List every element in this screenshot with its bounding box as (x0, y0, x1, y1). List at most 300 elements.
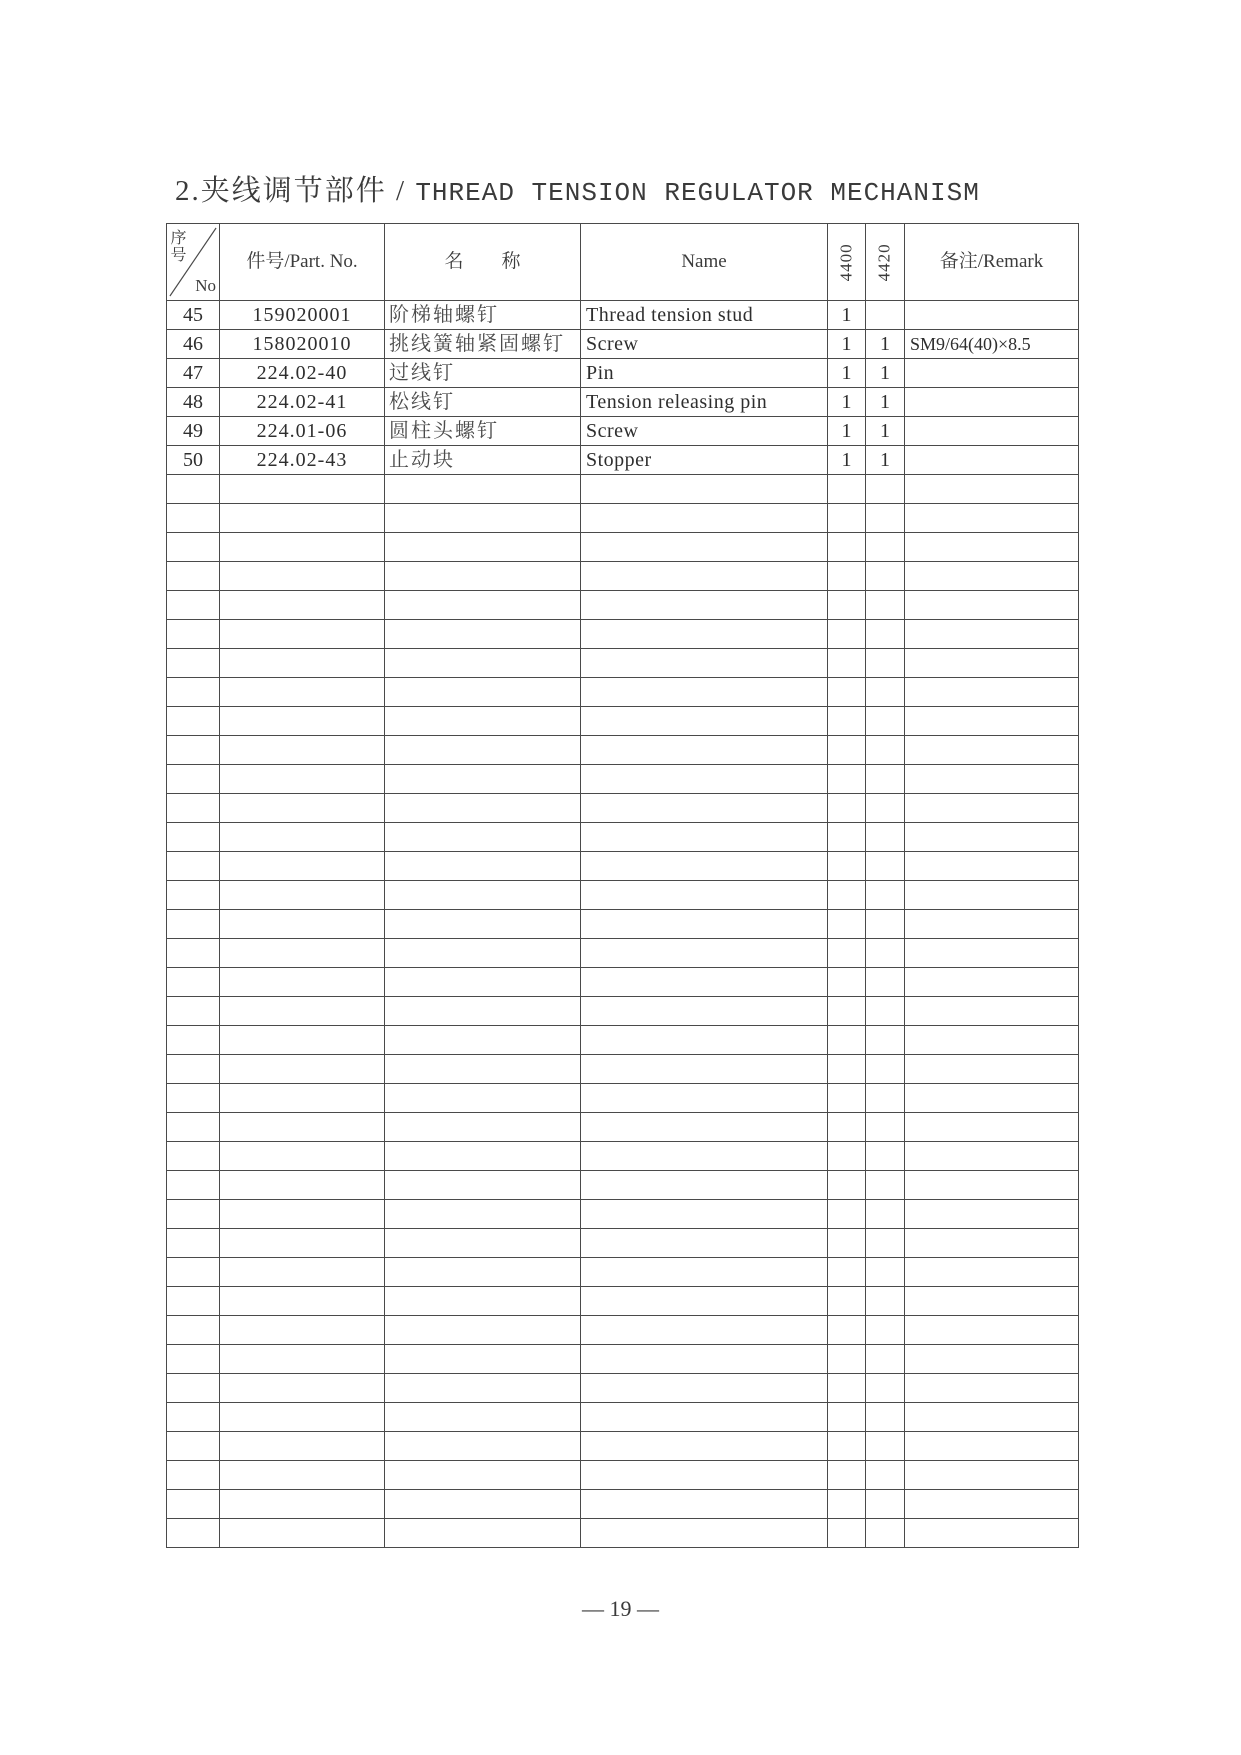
empty-cell (828, 649, 866, 678)
cell-part-no: 224.02-43 (220, 446, 385, 475)
table-row-empty (167, 1461, 1079, 1490)
empty-cell (220, 1374, 385, 1403)
empty-cell (220, 1287, 385, 1316)
empty-cell (385, 852, 581, 881)
empty-cell (905, 1519, 1079, 1548)
header-qty-4420-label: 4420 (874, 242, 894, 281)
empty-cell (167, 881, 220, 910)
empty-cell (167, 707, 220, 736)
cell-remark (905, 446, 1079, 475)
cell-part-no: 224.01-06 (220, 417, 385, 446)
empty-cell (828, 765, 866, 794)
table-row-empty (167, 1084, 1079, 1113)
table-row (167, 301, 1079, 330)
empty-cell (866, 533, 905, 562)
empty-cell (167, 1490, 220, 1519)
empty-cell (581, 1403, 828, 1432)
empty-cell (905, 910, 1079, 939)
empty-cell (905, 562, 1079, 591)
empty-cell (828, 475, 866, 504)
empty-cell (866, 707, 905, 736)
cell-cn-name: 松线钉 (385, 388, 581, 417)
cell-cn-name: 阶梯轴螺钉 (385, 301, 581, 330)
empty-cell (385, 504, 581, 533)
empty-cell (385, 1374, 581, 1403)
empty-cell (385, 765, 581, 794)
empty-cell (866, 765, 905, 794)
table-row-empty (167, 1432, 1079, 1461)
empty-cell (866, 1403, 905, 1432)
empty-cell (828, 1258, 866, 1287)
empty-cell (220, 707, 385, 736)
empty-cell (220, 1229, 385, 1258)
empty-cell (866, 1316, 905, 1345)
empty-cell (220, 1055, 385, 1084)
header-remark: 备注/Remark (905, 224, 1079, 301)
empty-cell (220, 1026, 385, 1055)
empty-cell (866, 678, 905, 707)
empty-cell (905, 678, 1079, 707)
empty-cell (866, 1287, 905, 1316)
empty-cell (581, 910, 828, 939)
empty-cell (866, 997, 905, 1026)
empty-cell (581, 1432, 828, 1461)
empty-cell (905, 1084, 1079, 1113)
empty-cell (220, 1461, 385, 1490)
empty-cell (905, 1113, 1079, 1142)
empty-cell (828, 910, 866, 939)
empty-cell (581, 1026, 828, 1055)
table-row-empty (167, 736, 1079, 765)
empty-cell (828, 1432, 866, 1461)
empty-cell (581, 1287, 828, 1316)
empty-cell (905, 1200, 1079, 1229)
empty-cell (167, 736, 220, 765)
empty-cell (385, 1200, 581, 1229)
empty-cell (167, 968, 220, 997)
empty-cell (828, 620, 866, 649)
empty-cell (220, 1403, 385, 1432)
empty-cell (220, 475, 385, 504)
cell-name: Thread tension stud (581, 301, 828, 330)
empty-cell (167, 1026, 220, 1055)
cell-qty-4400: 1 (828, 446, 866, 475)
cell-qty-4400: 1 (828, 330, 866, 359)
empty-cell (866, 1345, 905, 1374)
empty-cell (385, 997, 581, 1026)
empty-cell (385, 1258, 581, 1287)
empty-cell (828, 707, 866, 736)
empty-cell (905, 1374, 1079, 1403)
empty-cell (905, 649, 1079, 678)
cell-remark (905, 359, 1079, 388)
table-row (167, 330, 1079, 359)
empty-cell (905, 533, 1079, 562)
cell-qty-4420: 1 (866, 330, 905, 359)
empty-cell (220, 591, 385, 620)
header-qty-4420 (866, 224, 905, 301)
header-no (167, 224, 220, 301)
empty-cell (828, 504, 866, 533)
empty-cell (220, 997, 385, 1026)
empty-cell (905, 939, 1079, 968)
empty-cell (167, 997, 220, 1026)
empty-cell (167, 1403, 220, 1432)
empty-cell (167, 562, 220, 591)
empty-cell (167, 1432, 220, 1461)
empty-cell (385, 1113, 581, 1142)
table-row-empty (167, 765, 1079, 794)
empty-cell (167, 852, 220, 881)
empty-cell (905, 1403, 1079, 1432)
header-no-en: No (195, 276, 216, 296)
empty-cell (905, 997, 1079, 1026)
empty-cell (167, 910, 220, 939)
empty-cell (220, 736, 385, 765)
cell-part-no: 159020001 (220, 301, 385, 330)
cell-name: Pin (581, 359, 828, 388)
empty-cell (828, 823, 866, 852)
cell-no: 50 (167, 446, 220, 475)
table-row-empty (167, 852, 1079, 881)
empty-cell (220, 794, 385, 823)
table-row (167, 359, 1079, 388)
empty-cell (866, 823, 905, 852)
empty-cell (167, 1200, 220, 1229)
empty-cell (581, 1258, 828, 1287)
table-body (167, 301, 1079, 1548)
empty-cell (167, 1287, 220, 1316)
empty-cell (167, 591, 220, 620)
empty-cell (581, 1229, 828, 1258)
empty-cell (385, 1287, 581, 1316)
empty-cell (866, 1084, 905, 1113)
empty-cell (385, 1461, 581, 1490)
empty-cell (866, 910, 905, 939)
parts-table (166, 223, 1079, 1548)
empty-cell (167, 1519, 220, 1548)
cell-remark: SM9/64(40)×8.5 (905, 330, 1079, 359)
empty-cell (581, 794, 828, 823)
empty-cell (581, 881, 828, 910)
header-name: Name (581, 224, 828, 301)
empty-cell (385, 1432, 581, 1461)
table-row-empty (167, 707, 1079, 736)
empty-cell (905, 1026, 1079, 1055)
empty-cell (220, 852, 385, 881)
empty-cell (828, 1142, 866, 1171)
empty-cell (220, 1316, 385, 1345)
empty-cell (581, 533, 828, 562)
empty-cell (167, 1374, 220, 1403)
empty-cell (828, 736, 866, 765)
empty-cell (385, 1490, 581, 1519)
empty-cell (828, 1519, 866, 1548)
table-row-empty (167, 1055, 1079, 1084)
empty-cell (220, 562, 385, 591)
empty-cell (167, 1171, 220, 1200)
empty-cell (866, 1200, 905, 1229)
header-cn-name: 名 称 (385, 224, 581, 301)
cell-qty-4420: 1 (866, 388, 905, 417)
empty-cell (385, 823, 581, 852)
table-row-empty (167, 678, 1079, 707)
empty-cell (220, 533, 385, 562)
empty-cell (866, 881, 905, 910)
cell-name: Screw (581, 330, 828, 359)
cell-part-no: 224.02-40 (220, 359, 385, 388)
empty-cell (385, 475, 581, 504)
empty-cell (866, 1490, 905, 1519)
empty-cell (905, 1432, 1079, 1461)
empty-cell (385, 533, 581, 562)
empty-cell (866, 620, 905, 649)
empty-cell (581, 997, 828, 1026)
empty-cell (385, 1055, 581, 1084)
empty-cell (828, 881, 866, 910)
table-row-empty (167, 1519, 1079, 1548)
cell-part-no: 224.02-41 (220, 388, 385, 417)
empty-cell (905, 591, 1079, 620)
empty-cell (905, 1461, 1079, 1490)
empty-cell (866, 1171, 905, 1200)
table-row (167, 446, 1079, 475)
cell-name: Screw (581, 417, 828, 446)
empty-cell (167, 823, 220, 852)
empty-cell (828, 1287, 866, 1316)
empty-cell (385, 1084, 581, 1113)
empty-cell (220, 1490, 385, 1519)
empty-cell (385, 910, 581, 939)
empty-cell (828, 533, 866, 562)
cell-remark (905, 388, 1079, 417)
empty-cell (581, 1345, 828, 1374)
empty-cell (581, 823, 828, 852)
cell-name: Tension releasing pin (581, 388, 828, 417)
empty-cell (385, 1171, 581, 1200)
empty-cell (581, 1490, 828, 1519)
cell-remark (905, 417, 1079, 446)
table-row-empty (167, 1229, 1079, 1258)
empty-cell (220, 910, 385, 939)
cell-no: 47 (167, 359, 220, 388)
empty-cell (866, 968, 905, 997)
empty-cell (866, 736, 905, 765)
empty-cell (905, 1258, 1079, 1287)
table-row-empty (167, 1287, 1079, 1316)
empty-cell (828, 852, 866, 881)
empty-cell (866, 794, 905, 823)
table-row-empty (167, 1258, 1079, 1287)
empty-cell (866, 1432, 905, 1461)
empty-cell (866, 1519, 905, 1548)
empty-cell (167, 1345, 220, 1374)
empty-cell (385, 1142, 581, 1171)
cell-no: 49 (167, 417, 220, 446)
empty-cell (905, 1142, 1079, 1171)
empty-cell (866, 475, 905, 504)
table-row (167, 388, 1079, 417)
empty-cell (828, 591, 866, 620)
empty-cell (581, 620, 828, 649)
table-row-empty (167, 562, 1079, 591)
empty-cell (220, 1113, 385, 1142)
empty-cell (167, 1084, 220, 1113)
empty-cell (905, 707, 1079, 736)
title-en: THREAD TENSION REGULATOR MECHANISM (415, 178, 980, 208)
empty-cell (828, 678, 866, 707)
empty-cell (385, 1316, 581, 1345)
empty-cell (905, 1171, 1079, 1200)
empty-cell (220, 765, 385, 794)
empty-cell (828, 1026, 866, 1055)
cell-qty-4420: 1 (866, 417, 905, 446)
empty-cell (220, 823, 385, 852)
table-row-empty (167, 1316, 1079, 1345)
empty-cell (220, 1171, 385, 1200)
cell-qty-4420: 1 (866, 359, 905, 388)
empty-cell (866, 1258, 905, 1287)
empty-cell (385, 1026, 581, 1055)
empty-cell (385, 678, 581, 707)
empty-cell (385, 649, 581, 678)
empty-cell (167, 765, 220, 794)
cell-qty-4420 (866, 301, 905, 330)
table-row-empty (167, 881, 1079, 910)
table-row-empty (167, 1200, 1079, 1229)
title-cn: 2.夹线调节部件 / (175, 175, 416, 207)
empty-cell (866, 591, 905, 620)
empty-cell (581, 591, 828, 620)
table-row-empty (167, 1403, 1079, 1432)
empty-cell (866, 1055, 905, 1084)
table-header-row (167, 224, 1079, 301)
empty-cell (581, 678, 828, 707)
empty-cell (828, 1113, 866, 1142)
empty-cell (220, 881, 385, 910)
cell-qty-4400: 1 (828, 388, 866, 417)
table-row-empty (167, 1142, 1079, 1171)
empty-cell (220, 939, 385, 968)
header-qty-4400 (828, 224, 866, 301)
empty-cell (866, 562, 905, 591)
empty-cell (905, 475, 1079, 504)
table-row-empty (167, 1113, 1079, 1142)
table-row-empty (167, 968, 1079, 997)
cell-qty-4420: 1 (866, 446, 905, 475)
page-title (175, 168, 980, 209)
empty-cell (866, 939, 905, 968)
empty-cell (581, 1519, 828, 1548)
table-row-empty (167, 533, 1079, 562)
empty-cell (385, 794, 581, 823)
empty-cell (385, 562, 581, 591)
empty-cell (828, 1200, 866, 1229)
empty-cell (385, 620, 581, 649)
empty-cell (905, 1287, 1079, 1316)
empty-cell (905, 1229, 1079, 1258)
empty-cell (828, 1374, 866, 1403)
empty-cell (385, 1403, 581, 1432)
empty-cell (581, 1374, 828, 1403)
empty-cell (581, 1055, 828, 1084)
empty-cell (828, 939, 866, 968)
empty-cell (167, 1258, 220, 1287)
empty-cell (385, 1345, 581, 1374)
table-row-empty (167, 997, 1079, 1026)
empty-cell (828, 1084, 866, 1113)
empty-cell (220, 968, 385, 997)
empty-cell (220, 1200, 385, 1229)
cell-no: 45 (167, 301, 220, 330)
table-row-empty (167, 1374, 1079, 1403)
empty-cell (828, 997, 866, 1026)
empty-cell (220, 1142, 385, 1171)
empty-cell (866, 852, 905, 881)
empty-cell (581, 939, 828, 968)
empty-cell (905, 1345, 1079, 1374)
header-no-cn: 序号 (170, 230, 187, 264)
empty-cell (385, 736, 581, 765)
empty-cell (385, 591, 581, 620)
empty-cell (167, 1461, 220, 1490)
empty-cell (167, 475, 220, 504)
table-row-empty (167, 1345, 1079, 1374)
header-qty-4400-label: 4400 (836, 242, 856, 281)
empty-cell (167, 533, 220, 562)
empty-cell (220, 1084, 385, 1113)
empty-cell (167, 620, 220, 649)
table-row-empty (167, 794, 1079, 823)
empty-cell (167, 1055, 220, 1084)
empty-cell (866, 1229, 905, 1258)
empty-cell (581, 562, 828, 591)
empty-cell (581, 504, 828, 533)
empty-cell (167, 649, 220, 678)
empty-cell (581, 1142, 828, 1171)
empty-cell (828, 1316, 866, 1345)
table-row-empty (167, 1490, 1079, 1519)
empty-cell (581, 852, 828, 881)
empty-cell (581, 1171, 828, 1200)
empty-cell (385, 707, 581, 736)
empty-cell (866, 1461, 905, 1490)
empty-cell (167, 794, 220, 823)
empty-cell (905, 881, 1079, 910)
empty-cell (905, 736, 1079, 765)
empty-cell (866, 1374, 905, 1403)
cell-remark (905, 301, 1079, 330)
empty-cell (581, 1113, 828, 1142)
empty-cell (905, 1055, 1079, 1084)
empty-cell (385, 881, 581, 910)
cell-qty-4400: 1 (828, 359, 866, 388)
empty-cell (581, 1200, 828, 1229)
table-row-empty (167, 591, 1079, 620)
empty-cell (905, 620, 1079, 649)
empty-cell (220, 1345, 385, 1374)
empty-cell (905, 794, 1079, 823)
header-part-no: 件号/Part. No. (220, 224, 385, 301)
cell-qty-4400: 1 (828, 301, 866, 330)
cell-no: 46 (167, 330, 220, 359)
empty-cell (581, 1316, 828, 1345)
empty-cell (828, 794, 866, 823)
empty-cell (385, 968, 581, 997)
cell-cn-name: 止动块 (385, 446, 581, 475)
empty-cell (828, 1490, 866, 1519)
cell-no: 48 (167, 388, 220, 417)
